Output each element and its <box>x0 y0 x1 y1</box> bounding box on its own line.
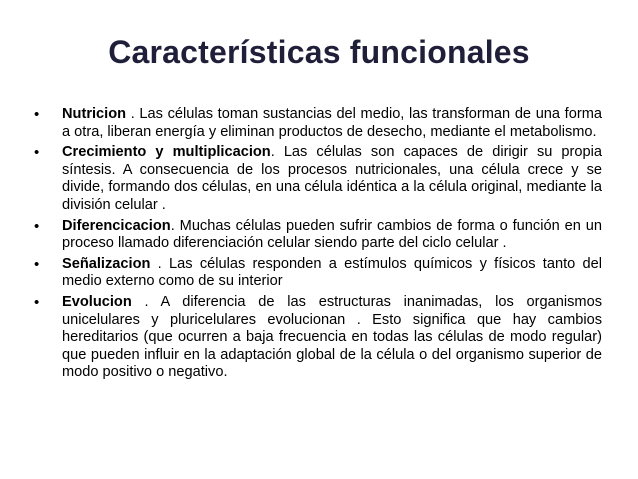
bullet-text: . Muchas células pueden sufrir cambios de forma o función en un proceso llamado diferenciación celular siendo parte del ciclo celular . <box>62 217 602 252</box>
bullet-marker: • <box>34 293 40 311</box>
bullet-text: . Las células son capaces de dirigir su propia síntesis. A consecuencia de los procesos nutricionales, una célula crece y se divide, formando dos células, en una célula idéntica a la célula original, mediante la división celular . <box>62 144 602 213</box>
bullet-text: . Las células toman sustancias del medio, las transforman de una forma a otra, liberan energía y eliminan productos de desecho, mediante el metabolismo. <box>62 106 602 140</box>
bullet-term: Evolucion <box>62 293 132 310</box>
bullet-marker: • <box>34 144 40 162</box>
bullet-item-evolucion <box>34 294 602 382</box>
bullet-marker: • <box>34 106 40 123</box>
bullet-text: . Las células responden a estímulos químicos y físicos tanto del medio externo como de su interior <box>62 255 602 290</box>
bullet-term: Diferencicacion <box>62 217 171 234</box>
bullet-item-crecimiento <box>34 144 602 214</box>
bullet-item-nutricion <box>34 106 602 141</box>
bullet-marker: • <box>34 217 40 235</box>
bullet-item-senalizacion <box>34 256 602 291</box>
bullet-marker: • <box>34 255 40 273</box>
bullet-term: Crecimiento y multiplicacion <box>62 144 271 161</box>
bullet-list <box>34 106 602 385</box>
bullet-term: Señalizacion <box>62 255 151 272</box>
slide-title: Características funcionales <box>108 34 530 70</box>
bullet-term: Nutricion <box>62 106 127 122</box>
bullet-item-diferenciacion <box>34 218 602 253</box>
bullet-text: . A diferencia de las estructuras inanimadas, los organismos unicelulares y pluricelulares evolucionan . Esto significa que hay cambios hereditarios (que ocurren a baja frecuencia en todas las células de modo regular) que pueden influir en la adaptación global de la célula o del organismo superior de modo positivo o negativo. <box>62 293 602 381</box>
